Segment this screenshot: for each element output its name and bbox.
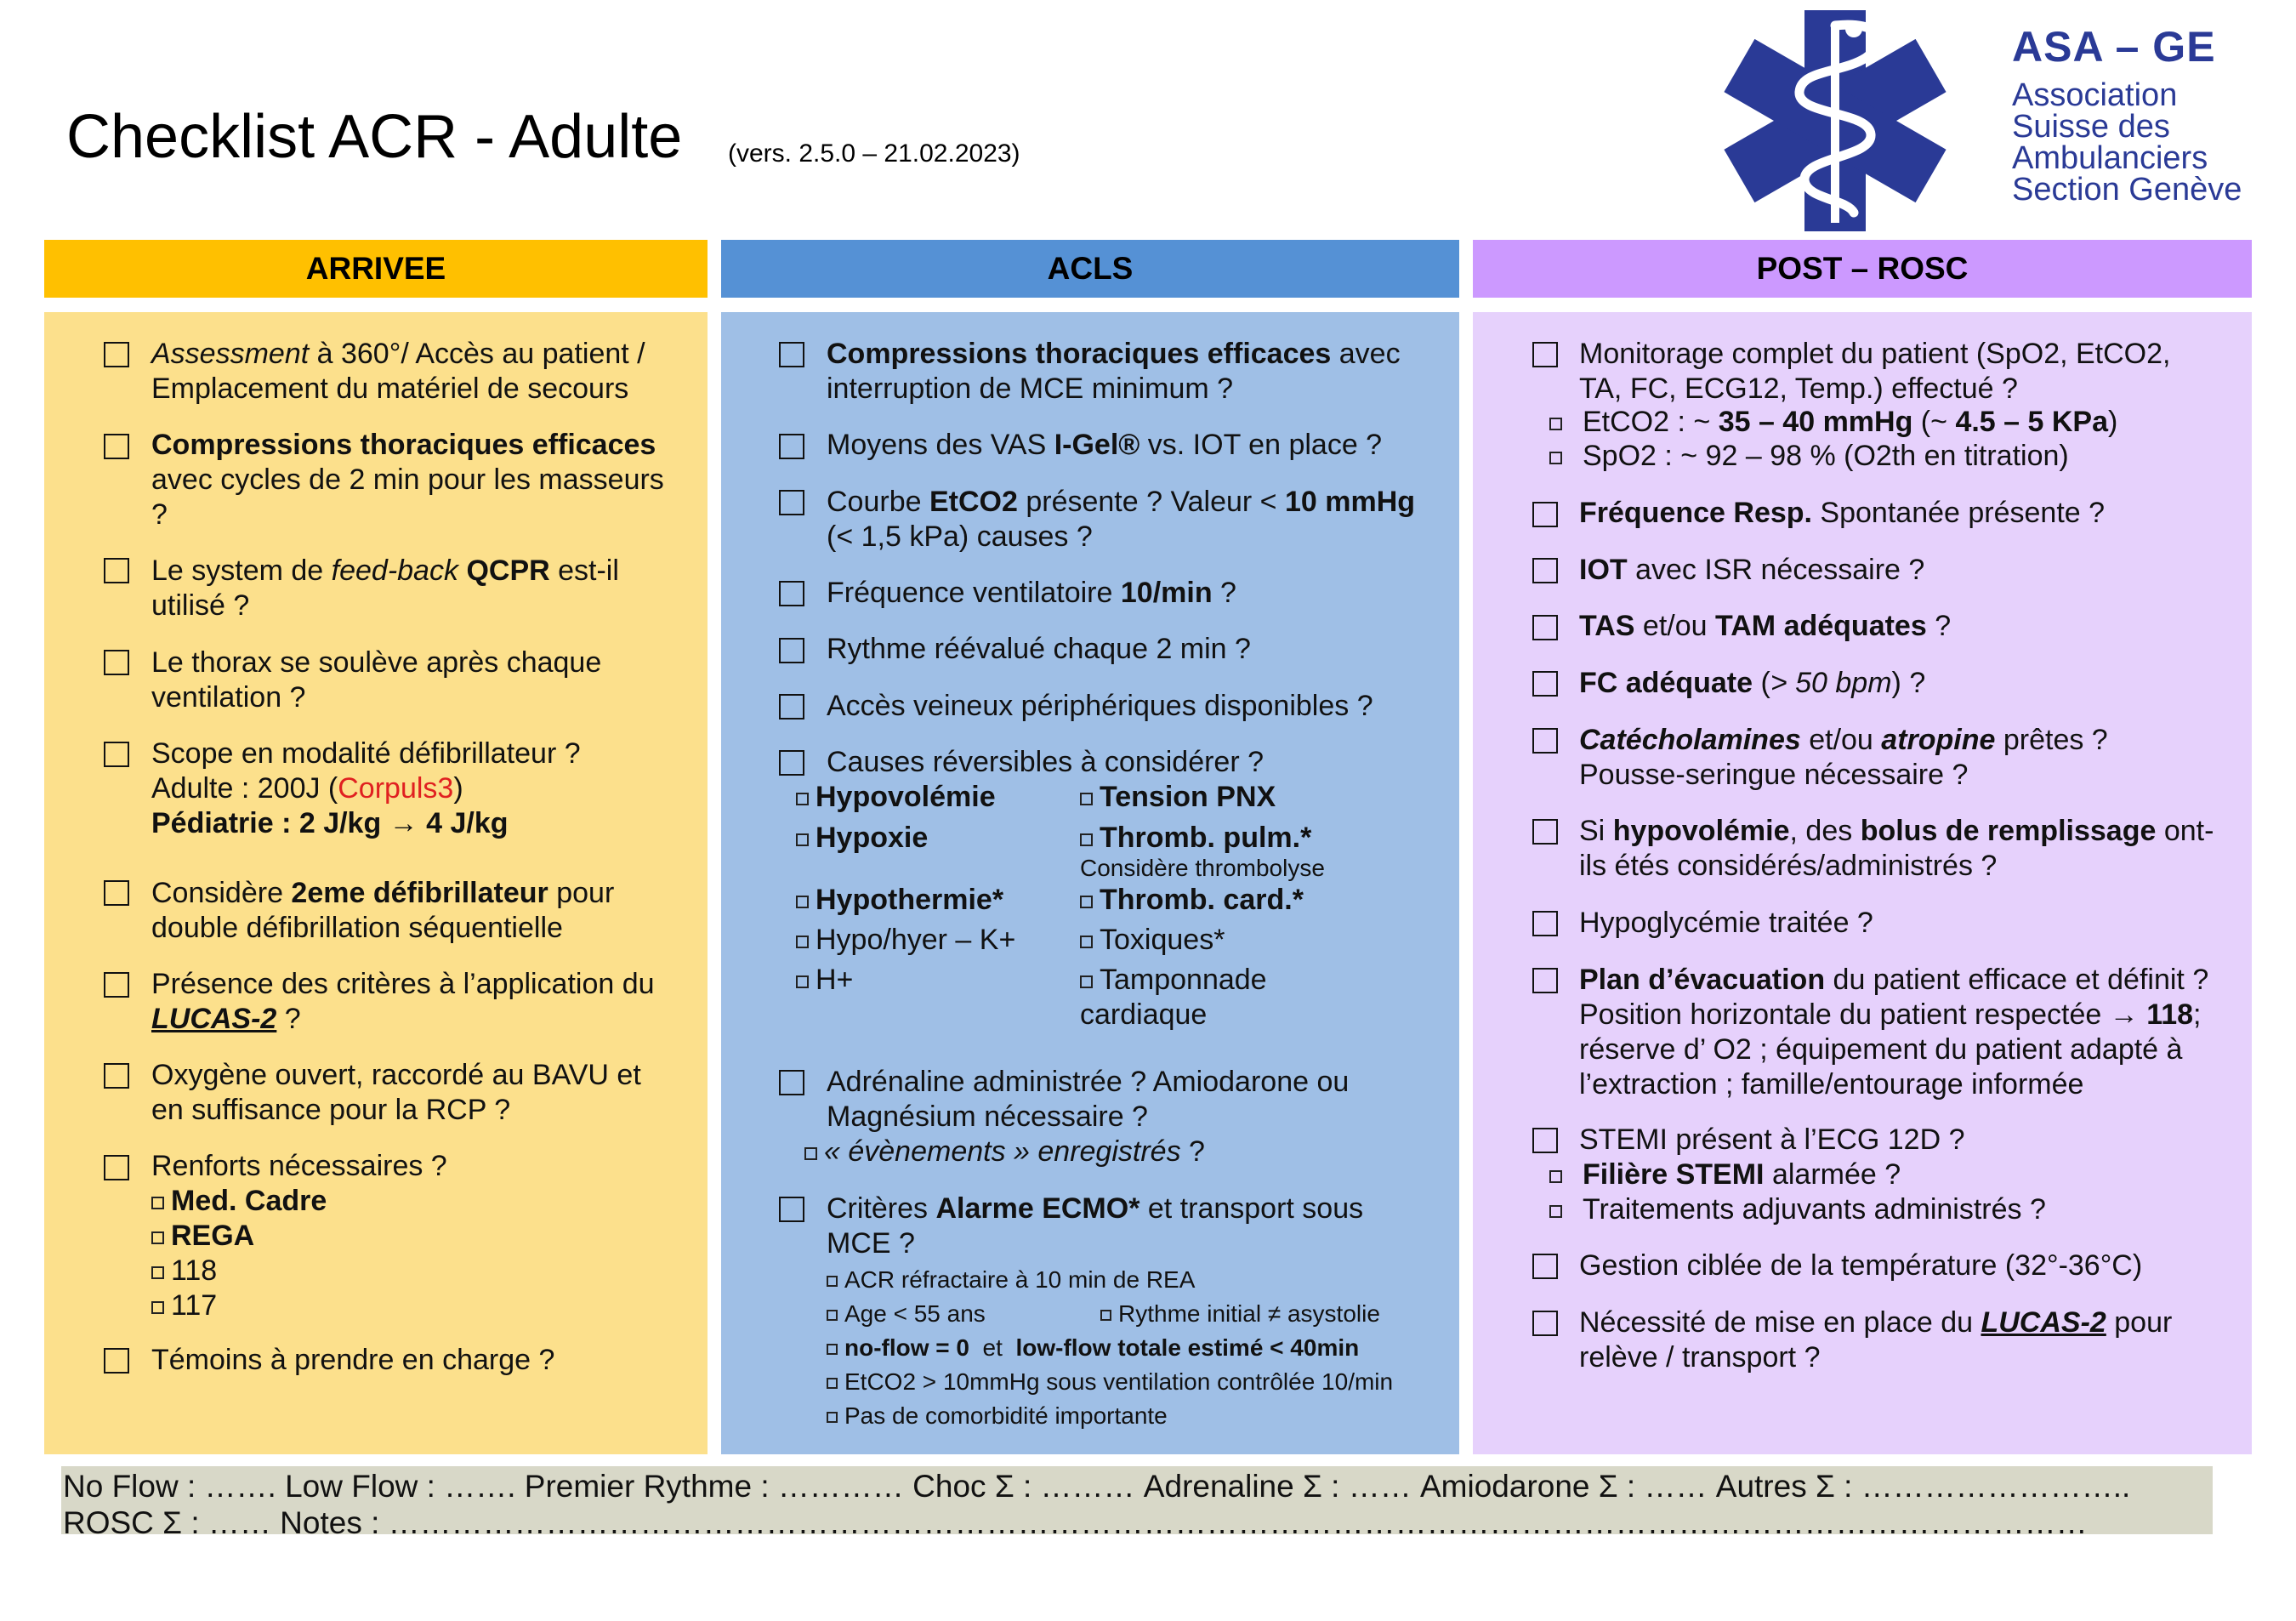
checklist-item-text: LUCAS-2 ? (151, 1003, 301, 1035)
checklist-item-text: MCE ? (827, 1227, 915, 1260)
arrivee-header: ARRIVEE (44, 240, 708, 298)
checklist-item-text: Pousse-seringue nécessaire ? (1579, 759, 1969, 791)
checklist-item-text: TA, FC, ECG12, Temp.) effectué ? (1579, 373, 2018, 405)
small-checkbox[interactable] (1080, 975, 1093, 988)
checkbox[interactable] (104, 558, 129, 583)
checkbox[interactable] (1532, 1128, 1558, 1153)
checklist-item-text: Plan d’évacuation du patient efficace et définit ? (1579, 964, 2209, 996)
checkbox[interactable] (1532, 671, 1558, 697)
checklist-item-text: utilisé ? (151, 589, 250, 622)
small-checkbox[interactable] (1549, 452, 1562, 464)
checklist-item-text: interruption de MCE minimum ? (827, 373, 1234, 405)
small-checkbox[interactable] (827, 1310, 838, 1321)
checklist-item-text: Si hypovolémie, des bolus de remplissage ont- (1579, 815, 2214, 847)
checkbox[interactable] (779, 1197, 804, 1222)
checkbox[interactable] (1532, 342, 1558, 367)
checklist-item-text: Fréquence Resp. Spontanée présente ? (1579, 497, 2106, 529)
checklist-item-text: Gestion ciblée de la température (32°-36°C) (1579, 1249, 2143, 1282)
small-checkbox[interactable] (804, 1147, 817, 1160)
checkbox[interactable] (1532, 728, 1558, 754)
checklist-item-text: STEMI présent à l’ECG 12D ? (1579, 1123, 1965, 1156)
sub-option[interactable]: 118 (151, 1254, 217, 1288)
checklist-item-text: Le system de feed-back QCPR est-il (151, 555, 619, 587)
cause-option[interactable]: Thromb. card.* (1080, 883, 1304, 918)
ecmo-criterion[interactable]: no-flow = 0 et low-flow totale estimé < 40min (827, 1334, 1359, 1362)
checkbox[interactable] (1532, 1311, 1558, 1336)
logo-line: Association (2012, 77, 2178, 113)
cause-option[interactable]: Tension PNX (1080, 780, 1276, 815)
small-checkbox[interactable] (1080, 896, 1093, 908)
checkbox[interactable] (779, 638, 804, 663)
checklist-item-text: Fréquence ventilatoire 10/min ? (827, 577, 1236, 609)
checkbox[interactable] (779, 434, 804, 459)
star-of-life-icon (1692, 9, 1973, 231)
checklist-item-text: Nécessité de mise en place du LUCAS-2 pour (1579, 1306, 2173, 1339)
checklist-item-text: Adulte : 200J (Corpuls3) (151, 772, 463, 805)
checklist-item-text: Magnésium nécessaire ? (827, 1101, 1148, 1133)
checklist-item-text: Pédiatrie : 2 J/kg → 4 J/kg (151, 807, 509, 839)
checkbox[interactable] (779, 490, 804, 515)
footer-line[interactable]: No Flow : ……. Low Flow : ……. Premier Rythme : ………… Choc Σ : ……… Adrenaline Σ : …… Amiodarone Σ : …… Autres Σ : …………………….. (63, 1469, 2131, 1504)
checkbox[interactable] (104, 434, 129, 459)
small-checkbox[interactable] (1080, 833, 1093, 846)
checkbox[interactable] (779, 581, 804, 606)
ecmo-criterion[interactable]: EtCO2 > 10mmHg sous ventilation contrôlée 10/min (827, 1368, 1393, 1396)
checklist-item-text: Le thorax se soulève après chaque (151, 646, 602, 679)
checkbox[interactable] (104, 1348, 129, 1374)
logo-line: Suisse des (2012, 109, 2170, 145)
checklist-item-text: Moyens des VAS I-Gel® vs. IOT en place ? (827, 429, 1383, 461)
sub-option[interactable]: 117 (151, 1288, 217, 1323)
checklist-item-text: Rythme réévalué chaque 2 min ? (827, 633, 1251, 665)
small-checkbox[interactable] (796, 975, 809, 988)
sub-option[interactable]: SpO2 : ~ 92 – 98 % (O2th en titration) (1549, 439, 2069, 474)
cause-option[interactable]: Hypoxie (796, 821, 928, 856)
checkbox[interactable] (1532, 819, 1558, 845)
small-checkbox[interactable] (796, 936, 809, 948)
checkbox[interactable] (104, 742, 129, 767)
checkbox[interactable] (104, 342, 129, 367)
checklist-item-text: Renforts nécessaires ? (151, 1150, 447, 1182)
sub-option[interactable]: Filière STEMI alarmée ? (1549, 1157, 1901, 1192)
checklist-item-text: réserve d’ O2 ; équipement du patient adapté à (1579, 1033, 2183, 1066)
checkbox[interactable] (1532, 615, 1558, 640)
small-checkbox[interactable] (827, 1412, 838, 1423)
checklist-item-text: (< 1,5 kPa) causes ? (827, 520, 1093, 553)
page-title: Checklist ACR - Adulte (66, 103, 683, 171)
small-checkbox[interactable] (1080, 793, 1093, 805)
checkbox[interactable] (779, 1070, 804, 1095)
sub-option[interactable]: Traitements adjuvants administrés ? (1549, 1192, 2046, 1227)
small-checkbox[interactable] (796, 833, 809, 846)
small-checkbox[interactable] (827, 1344, 838, 1355)
checklist-item-text: en suffisance pour la RCP ? (151, 1094, 511, 1126)
checklist-item-text: relève / transport ? (1579, 1341, 1821, 1374)
logo-line: Section Genève (2012, 172, 2242, 208)
small-checkbox[interactable] (151, 1197, 164, 1209)
checklist-item-text: Emplacement du matériel de secours (151, 373, 629, 405)
checklist-item-text: Causes réversibles à considérer ? (827, 746, 1265, 778)
checklist-item-text: ? (151, 498, 168, 531)
checklist-item-text: Compressions thoraciques efficaces (151, 429, 656, 461)
checklist-item-text: Compressions thoraciques efficaces avec (827, 338, 1401, 370)
checkbox[interactable] (1532, 1254, 1558, 1279)
footer-line[interactable]: ROSC Σ : …… Notes : ……………………………………………………………………………………………………………………………………………… (63, 1505, 2088, 1540)
ecmo-criterion[interactable]: Age < 55 ans (827, 1300, 986, 1328)
checklist-item-text: Critères Alarme ECMO* et transport sous (827, 1192, 1364, 1225)
logo-abbreviation: ASA – GE (2012, 23, 2216, 71)
checklist-item-text: Oxygène ouvert, raccordé au BAVU et (151, 1059, 641, 1091)
checklist-item-text: Scope en modalité défibrillateur ? (151, 737, 581, 770)
checklist-item-text: Accès veineux périphériques disponibles ? (827, 690, 1373, 722)
checkbox[interactable] (779, 694, 804, 719)
cause-option-text: cardiaque (1080, 998, 1208, 1031)
checkbox[interactable] (1532, 558, 1558, 583)
sub-option[interactable]: Med. Cadre (151, 1184, 327, 1219)
cause-option[interactable]: H+ (796, 963, 853, 998)
small-checkbox[interactable] (1549, 1205, 1562, 1218)
checklist-item-text: Hypoglycémie traitée ? (1579, 907, 1873, 939)
checklist-item-text: FC adéquate (> 50 bpm) ? (1579, 667, 1926, 699)
checklist-item-text: Considère 2eme défibrillateur pour (151, 877, 615, 909)
sub-option[interactable]: REGA (151, 1219, 254, 1254)
ecmo-criterion[interactable]: ACR réfractaire à 10 min de REA (827, 1266, 1195, 1294)
checklist-item-text: ventilation ? (151, 681, 306, 714)
small-checkbox[interactable] (827, 1276, 838, 1287)
small-checkbox[interactable] (796, 793, 809, 805)
logo-line: Ambulanciers (2012, 140, 2208, 176)
cause-option[interactable]: Toxiques* (1080, 923, 1225, 958)
checkbox[interactable] (1532, 502, 1558, 527)
cause-option[interactable]: Hypothermie* (796, 883, 1003, 918)
acls-header: ACLS (721, 240, 1459, 298)
checkbox[interactable] (1532, 968, 1558, 993)
checkbox[interactable] (104, 880, 129, 906)
small-checkbox[interactable] (796, 896, 809, 908)
checklist-item-text: Courbe EtCO2 présente ? Valeur < 10 mmHg (827, 486, 1416, 518)
post-rosc-header: POST – ROSC (1473, 240, 2252, 298)
checkbox[interactable] (779, 750, 804, 776)
ecmo-criterion[interactable]: Rythme initial ≠ asystolie (1100, 1300, 1380, 1328)
checklist-item-text: Catécholamines et/ou atropine prêtes ? (1579, 724, 2108, 756)
cause-option[interactable]: Hypovolémie (796, 780, 996, 815)
small-checkbox[interactable] (1549, 418, 1562, 430)
checklist-item-text: Position horizontale du patient respectée → 118; (1579, 998, 2202, 1031)
checklist-item-text: TAS et/ou TAM adéquates ? (1579, 610, 1952, 642)
checklist-item-text: Monitorage complet du patient (SpO2, EtCO2, (1579, 338, 2171, 370)
checkbox[interactable] (104, 1155, 129, 1180)
checkbox[interactable] (104, 972, 129, 998)
small-checkbox[interactable] (827, 1378, 838, 1389)
cause-note: Considère thrombolyse (1080, 855, 1325, 881)
checklist-item-text: avec cycles de 2 min pour les masseurs (151, 464, 664, 496)
sub-option[interactable]: « évènements » enregistrés ? (804, 1135, 1205, 1169)
checklist-item-text: Témoins à prendre en charge ? (151, 1344, 555, 1376)
checklist-item-text: double défibrillation séquentielle (151, 912, 563, 944)
checkbox[interactable] (1532, 911, 1558, 936)
checklist-item-text: Adrénaline administrée ? Amiodarone ou (827, 1066, 1350, 1098)
checkbox[interactable] (104, 1063, 129, 1089)
logo-text (2012, 23, 2242, 208)
checklist-item-text: ils étés considérés/administrés ? (1579, 850, 1998, 882)
small-checkbox[interactable] (1549, 1170, 1562, 1183)
small-checkbox[interactable] (1080, 936, 1093, 948)
cause-option[interactable]: Hypo/hyer – K+ (796, 923, 1015, 958)
cause-option[interactable]: Tamponnade (1080, 963, 1267, 998)
checklist-item-text: IOT avec ISR nécessaire ? (1579, 554, 1925, 586)
checkbox[interactable] (779, 342, 804, 367)
small-checkbox[interactable] (151, 1301, 164, 1314)
cause-option[interactable]: Thromb. pulm.* (1080, 821, 1311, 856)
checklist-item-text: Présence des critères à l’application du (151, 968, 655, 1000)
checklist-item-text: Assessment à 360°/ Accès au patient / (151, 338, 645, 370)
checkbox[interactable] (104, 650, 129, 675)
sub-option[interactable]: EtCO2 : ~ 35 – 40 mmHg (~ 4.5 – 5 KPa) (1549, 405, 2117, 440)
small-checkbox[interactable] (1100, 1310, 1111, 1321)
ecmo-criterion[interactable]: Pas de comorbidité importante (827, 1402, 1168, 1430)
small-checkbox[interactable] (151, 1231, 164, 1244)
small-checkbox[interactable] (151, 1266, 164, 1279)
version-label: (vers. 2.5.0 – 21.02.2023) (728, 139, 1020, 168)
checklist-item-text: l’extraction ; famille/entourage informée (1579, 1068, 2084, 1101)
